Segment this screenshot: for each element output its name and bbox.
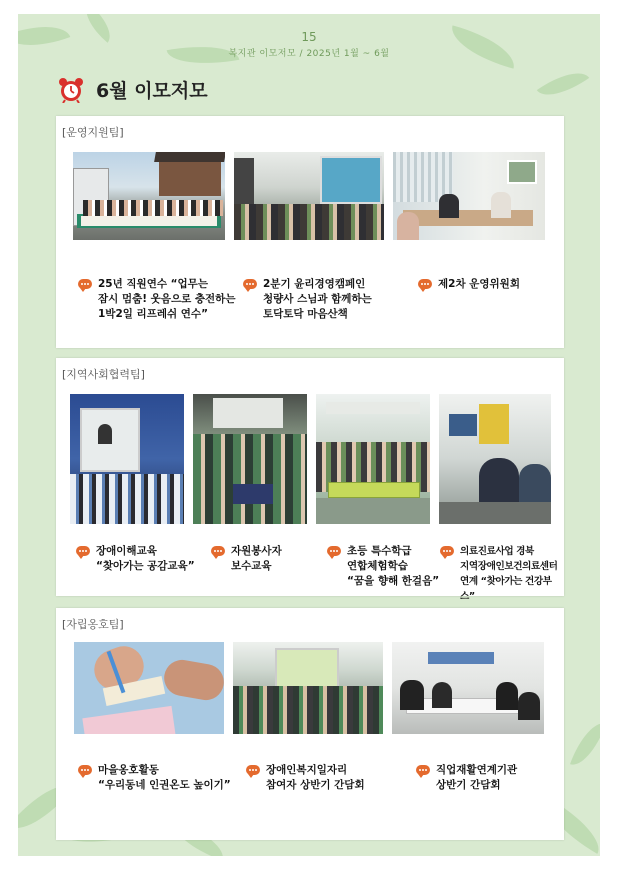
page-title: 6월 이모저모 [96, 80, 208, 102]
photo-job-participants-meeting [233, 642, 383, 734]
section-title: [지역사회협력팀] [62, 368, 145, 381]
photo-staff-retreat [73, 152, 225, 240]
leaf-decoration [537, 61, 589, 106]
section-community-cooperation [56, 358, 564, 602]
page-number: 15 [301, 30, 317, 44]
caption-disability-awareness: 장애이해교육 “찾아가는 공감교육” [76, 544, 195, 574]
speech-bubble-icon [78, 765, 92, 775]
section-title: [운영지원팀] [62, 126, 124, 139]
caption-operating-committee: 제2차 운영위원회 [418, 277, 520, 292]
speech-bubble-icon [243, 279, 257, 289]
page-title-row [58, 76, 208, 103]
caption-special-class-field-trip: 초등 특수학급 연합체험학습 “꿈을 향해 한걸음” [327, 544, 439, 589]
page-subtitle: 복지관 이모저모 / 2025년 1월 ~ 6월 [228, 49, 390, 59]
speech-bubble-icon [246, 765, 260, 775]
speech-bubble-icon [211, 546, 225, 556]
caption-health-booth: 의료진료사업 경북 지역장애인보건의료센터 연계 “찾아가는 건강부스” [440, 544, 564, 604]
caption-job-participants-meeting: 장애인복지일자리 참여자 상반기 간담회 [246, 763, 365, 793]
caption-volunteer-training: 자원봉사자 보수교육 [211, 544, 282, 574]
photo-volunteer-training [193, 394, 307, 524]
speech-bubble-icon [327, 546, 341, 556]
speech-bubble-icon [76, 546, 90, 556]
speech-bubble-icon [78, 279, 92, 289]
caption-ethics-campaign: 2분기 윤리경영캠페인 청량사 스님과 함께하는 토닥토닥 마음산책 [243, 277, 372, 322]
photo-operating-committee [393, 152, 545, 240]
photo-village-advocacy [74, 642, 224, 734]
alarm-clock-icon [58, 77, 84, 103]
photo-disability-awareness [70, 394, 184, 524]
caption-vocational-agency-meeting: 직업재활연계기관 상반기 간담회 [416, 763, 517, 793]
speech-bubble-icon [416, 765, 430, 775]
caption-village-advocacy: 마을옹호활동 “우리동네 인권온도 높이기” [78, 763, 231, 793]
page-background [18, 14, 600, 856]
section-independence-advocacy [56, 608, 564, 840]
speech-bubble-icon [418, 279, 432, 289]
section-title: [자립옹호팀] [62, 618, 124, 631]
photo-ethics-campaign [234, 152, 384, 240]
leaf-decoration [570, 717, 600, 771]
page-header [18, 30, 600, 59]
photo-vocational-agency-meeting [392, 642, 544, 734]
photo-health-booth [439, 394, 551, 524]
section-operations-support [56, 116, 564, 348]
speech-bubble-icon [440, 546, 454, 556]
caption-staff-retreat: 25년 직원연수 “업무는 잠시 멈춤! 웃음으로 충전하는 1박2일 리프레쉬 연수” [78, 277, 235, 322]
photo-special-class-field-trip [316, 394, 430, 524]
